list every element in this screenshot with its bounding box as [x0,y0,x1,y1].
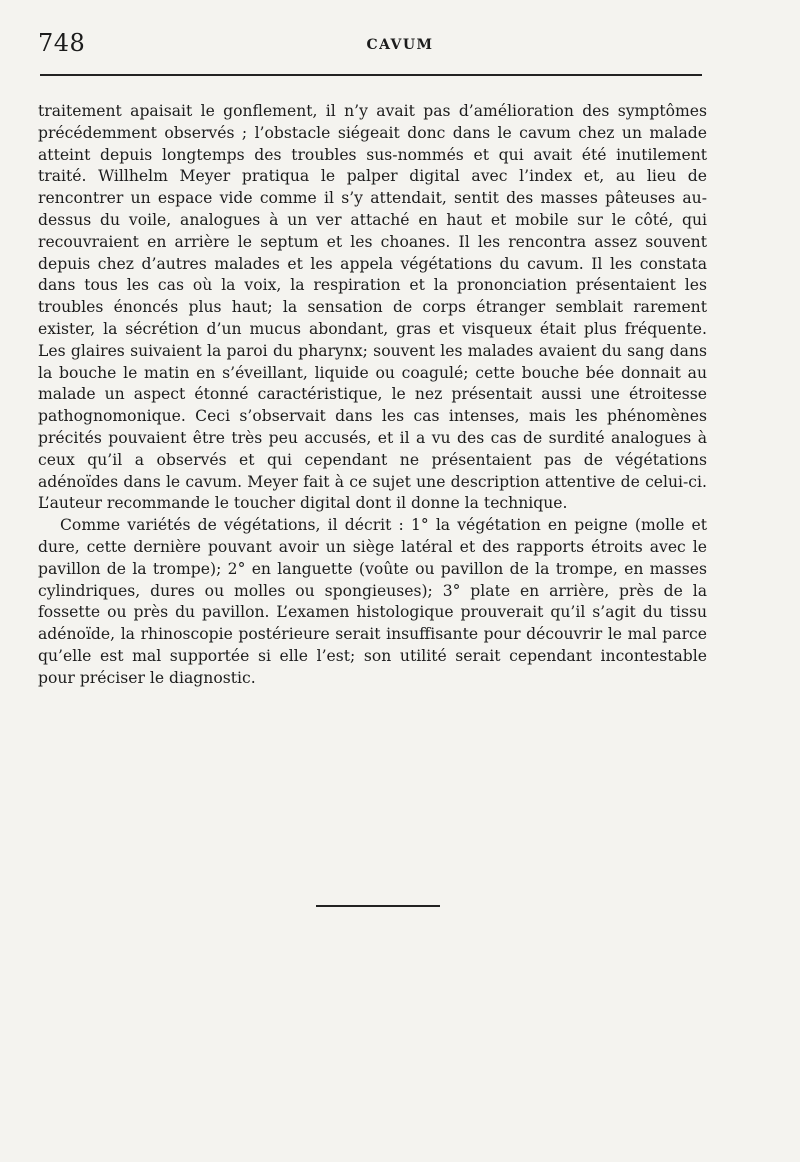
section-end-rule [316,905,440,907]
header-rule [40,74,702,76]
page-number: 748 [38,29,86,57]
paragraph-continuation: traitement apaisait le gonflement, il n’y avait pas d’amélioration des symptômes précédemment observés ; l’obstacle siégeait donc dans le cavum chez un malade atteint depuis longtemps des troubles sus-nommés et qui avait été inutilement traité. Willhelm Meyer pratiqua le palper digital avec l’index et, au lieu de rencontrer un espace vide comme il s’y attendait, sentit des masses pâteuses au-dessus du voile, analogues à un ver attaché en haut et mobile sur le côté, qui recouvraient en arrière le septum et les choanes. Il les rencontra assez souvent depuis chez d’autres malades et les appela végétations du cavum. Il les constata dans tous les cas où la voix, la respiration et la prononciation présentaient les troubles énoncés plus haut; la sensation de corps étranger semblait rarement exister, la sécrétion d’un mucus abondant, gras et visqueux était plus fréquente. Les glaires suivaient la paroi du pharynx; souvent les malades avaient du sang dans la bouche le matin en s’éveillant, liquide ou coagulé; cette bouche bée donnait au malade un aspect étonné caractéristique, le nez présentait aussi une étroitesse pathognomonique. Ceci s’observait dans les cas intenses, mais les phénomènes précités pouvaient être très peu accusés, et il a vu des cas de surdité analogues à ceux qu’il a observés et qui cependant ne présentaient pas de végétations adénoïdes dans le cavum. Meyer fait à ce sujet une description attentive de celui-ci. L’auteur recommande le toucher digital dont il donne la technique. [38,102,707,513]
paragraph-varieties: Comme variétés de végétations, il décrit : 1° la végétation en peigne (molle et dure, cette dernière pouvant avoir un siège latéral et des rapports étroits avec le pavillon de la trompe); 2° en languette (voûte ou pavillon de la trompe, en masses cylindriques, dures ou molles ou spongieuses); 3° plate en arrière, près de la fossette ou près du pavillon. L’examen histologique prouverait qu’il s’agit du tissu adénoïde, la rhinoscopie postérieure serait insuffisante pour découvrir le mal parce qu’elle est mal supportée si elle l’est; son utilité serait cependant incontestable pour préciser le diagnostic. [38,516,707,687]
body-text [38,101,707,690]
running-head: CAVUM [366,37,434,53]
